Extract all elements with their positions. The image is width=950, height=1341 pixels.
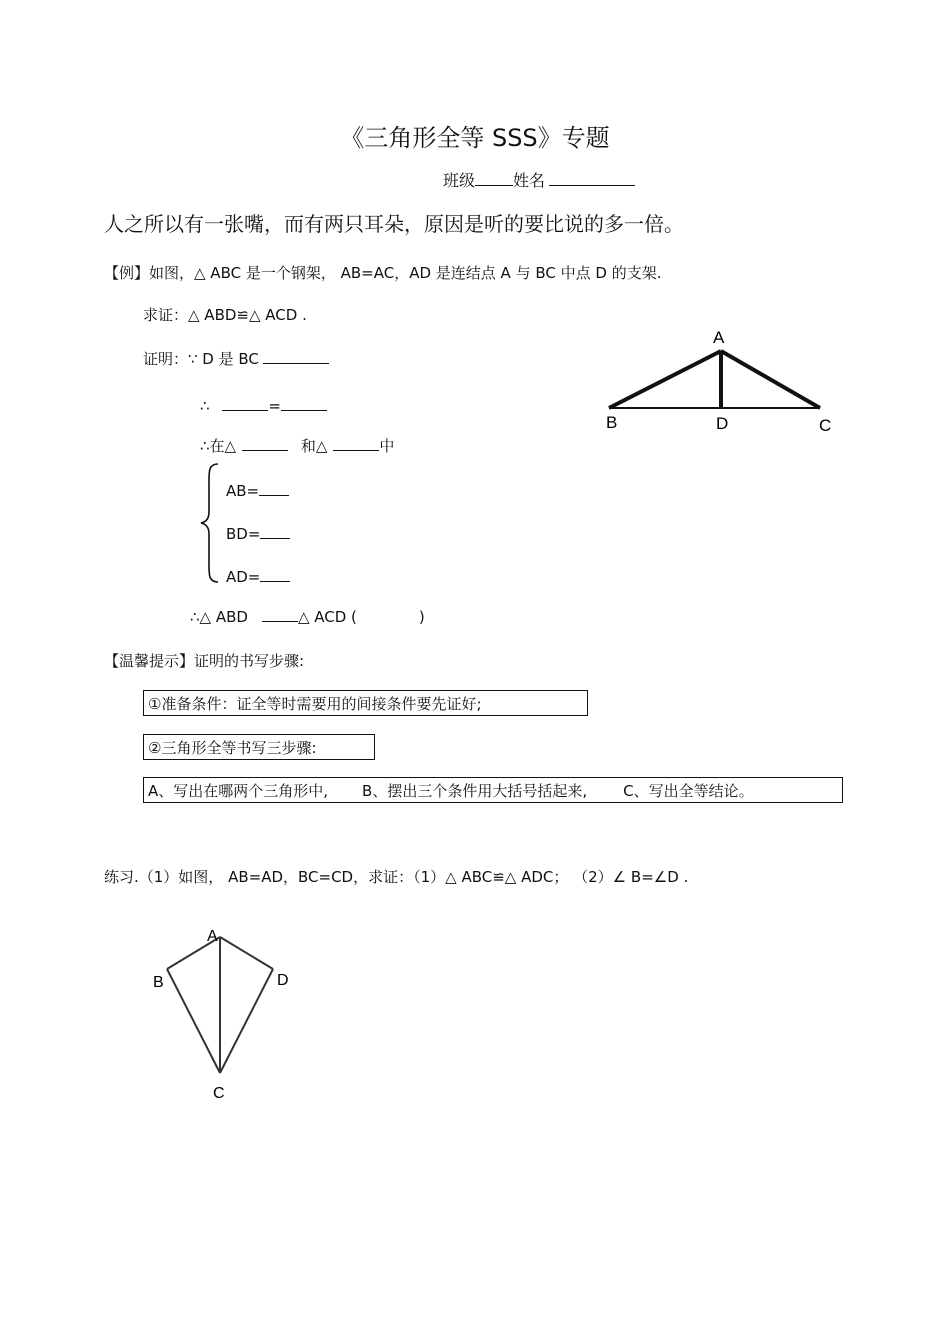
figure2-label-d: D [277,972,289,989]
proof-start [143,348,329,369]
page-title: 《三角形全等 SSS》专题 [340,124,610,152]
congruent-reason-blank[interactable] [262,607,298,622]
figure2-side-bc [167,969,220,1073]
equal-left-blank[interactable] [222,396,268,411]
in-triangle-suffix: 中 [379,437,395,455]
class-name-line [443,168,635,191]
figure1-label-d: D [716,414,729,433]
figure-example-triangle [595,322,845,438]
equals-sign: = [268,397,281,415]
in-triangle-line [200,435,394,456]
equal-right-blank[interactable] [281,396,327,411]
condition-bd-blank[interactable] [260,524,290,539]
tip-step-3b: B、摆出三个条件用大括号括起来, [362,782,588,800]
condition-ab-blank[interactable] [259,481,289,496]
in-triangle-prefix: ∴在△ [200,437,237,455]
condition-ad-label: AD= [226,568,261,586]
motto: 人之所以有一张嘴，而有两只耳朵，原因是听的要比说的多一倍。 [104,212,684,236]
therefore-symbol: ∴ [200,397,210,415]
tip-step-3a: A、写出在哪两个三角形中, [148,782,329,800]
tips-heading: 【温馨提示】证明的书写步骤: [104,652,305,670]
condition-ab-label: AB= [226,482,260,500]
figure2-label-c: C [213,1085,225,1102]
tip-step-1: ①准备条件：证全等时需要用的间接条件要先证好; [143,690,588,716]
figure1-label-a: A [713,328,725,347]
exercise-text: 练习.（1）如图， AB=AD，BC=CD，求证：（1）△ ABC≌△ ADC； （2）∠ B=∠D . [104,868,689,886]
figure1-side-ac [721,351,820,408]
tip-step-2: ②三角形全等书写三步骤: [143,734,375,760]
condition-ab [226,481,289,500]
figure1-label-c: C [819,416,832,435]
figure2-side-ad [220,937,273,969]
name-blank[interactable] [549,171,635,186]
figure-exercise-kite [145,920,315,1106]
condition-ad-blank[interactable] [260,567,290,582]
class-blank[interactable] [475,171,513,186]
figure1-label-b: B [606,413,618,432]
example-intro: 【例】如图，△ ABC 是一个钢架， AB=AC，AD 是连结点 A 与 BC 中点 D 的支架. [104,264,662,282]
conclusion-close: ) [418,608,425,626]
midpoint-blank[interactable] [263,349,329,364]
triangle1-blank[interactable] [242,436,288,451]
proof-start-text: 证明：∵ D 是 BC [143,350,259,368]
conclusion-right: △ ACD ( [297,608,357,626]
condition-bd-label: BD= [226,525,261,543]
condition-ad [226,567,290,586]
class-label: 班级 [443,171,476,190]
figure1-side-ab [609,351,721,408]
tip-step-3 [143,777,843,803]
conclusion-left: ∴△ ABD [190,608,248,626]
figure2-label-b: B [153,974,164,991]
prove-statement: 求证：△ ABD≌△ ACD . [143,306,307,324]
figure2-label-a: A [207,928,218,945]
name-label: 姓名 [513,171,546,190]
triangle2-blank[interactable] [333,436,379,451]
conclusion-line [190,607,425,626]
therefore-line [200,396,327,415]
condition-bd [226,524,290,543]
figure2-side-dc [220,969,273,1073]
in-triangle-and: 和△ [300,437,328,455]
curly-brace-icon [198,462,222,584]
tip-step-3c: C、写出全等结论。 [623,782,754,800]
